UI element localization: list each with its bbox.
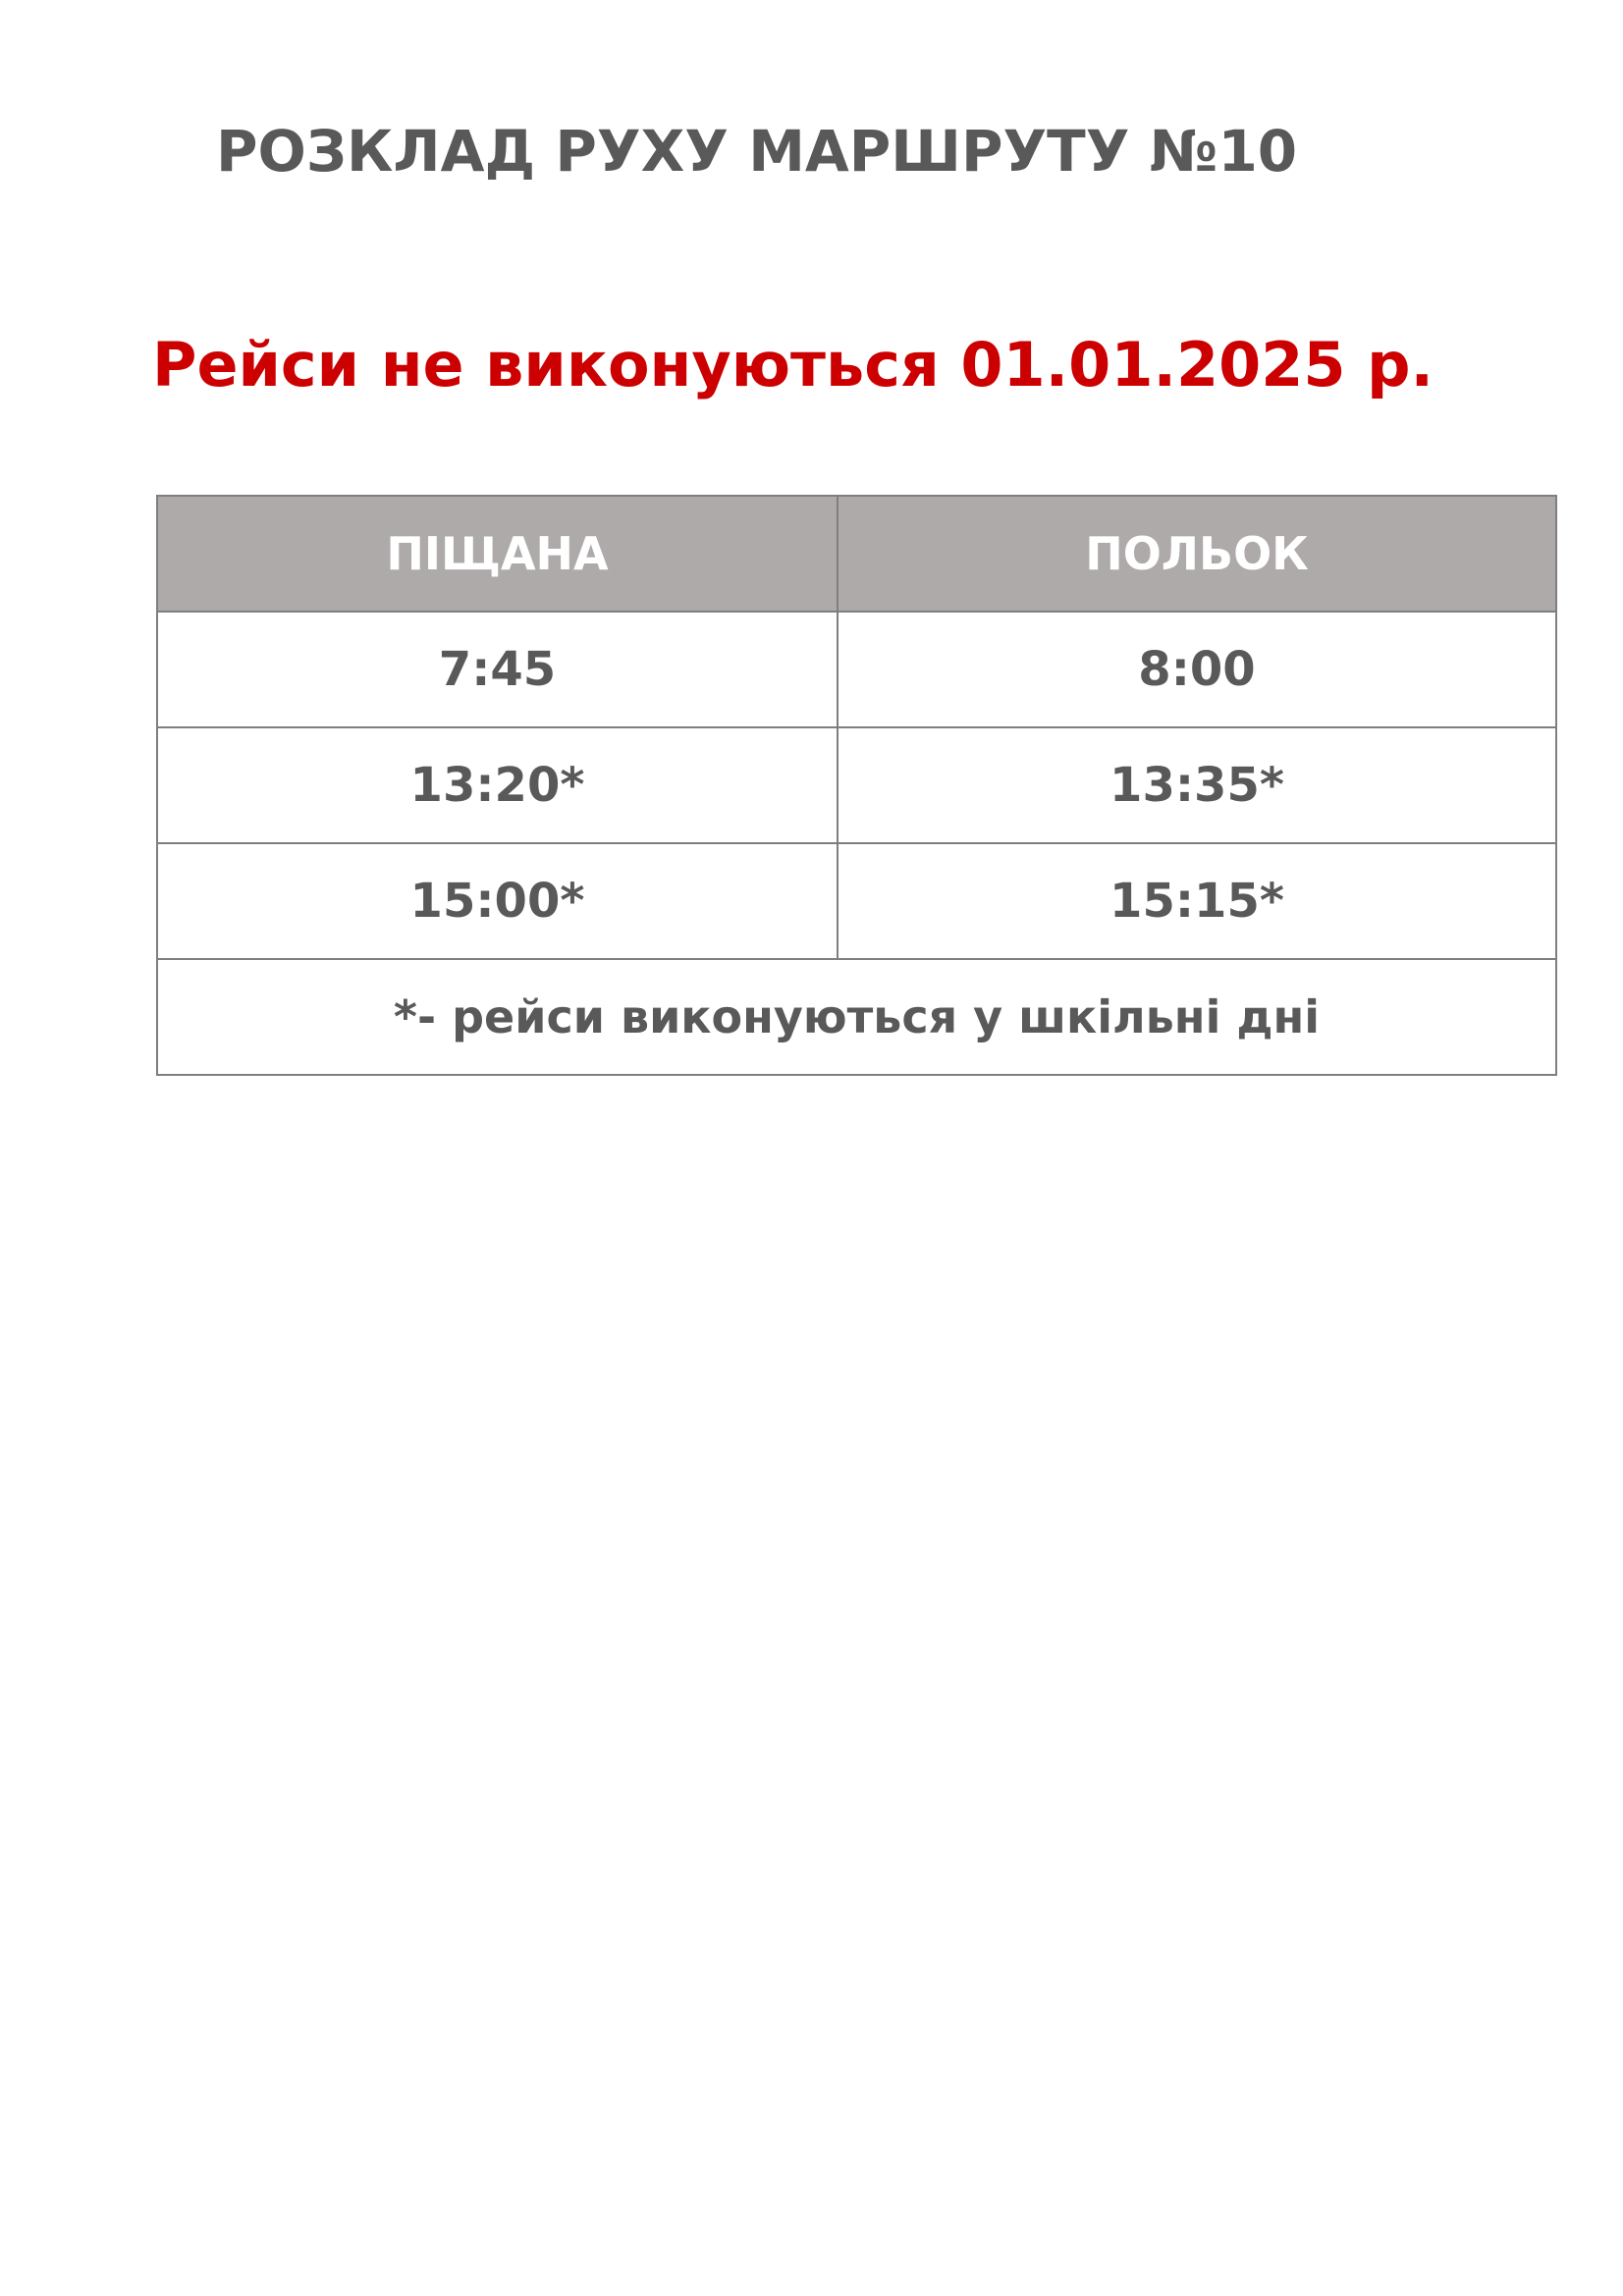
table-row	[157, 612, 1556, 727]
table-row	[157, 727, 1556, 843]
departure-time-pishchana: 7:45	[157, 612, 838, 727]
table-row	[157, 843, 1556, 959]
departure-time-pishchana: 13:20*	[157, 727, 838, 843]
departure-time-polok: 8:00	[838, 612, 1556, 727]
table-header-row	[157, 496, 1556, 612]
school-days-footnote: *- рейси виконуються у шкільні дні	[157, 959, 1556, 1075]
page-title: РОЗКЛАД РУХУ МАРШРУТУ №10	[216, 118, 1298, 185]
departure-time-polok: 13:35*	[838, 727, 1556, 843]
cancellation-notice: Рейси не виконуються 01.01.2025 р.	[152, 329, 1434, 400]
footnote-row	[157, 959, 1556, 1075]
column-header-pishchana: ПІЩАНА	[157, 496, 838, 612]
column-header-polok: ПОЛЬОК	[838, 496, 1556, 612]
departure-time-polok: 15:15*	[838, 843, 1556, 959]
departure-time-pishchana: 15:00*	[157, 843, 838, 959]
schedule-table	[156, 495, 1557, 1076]
